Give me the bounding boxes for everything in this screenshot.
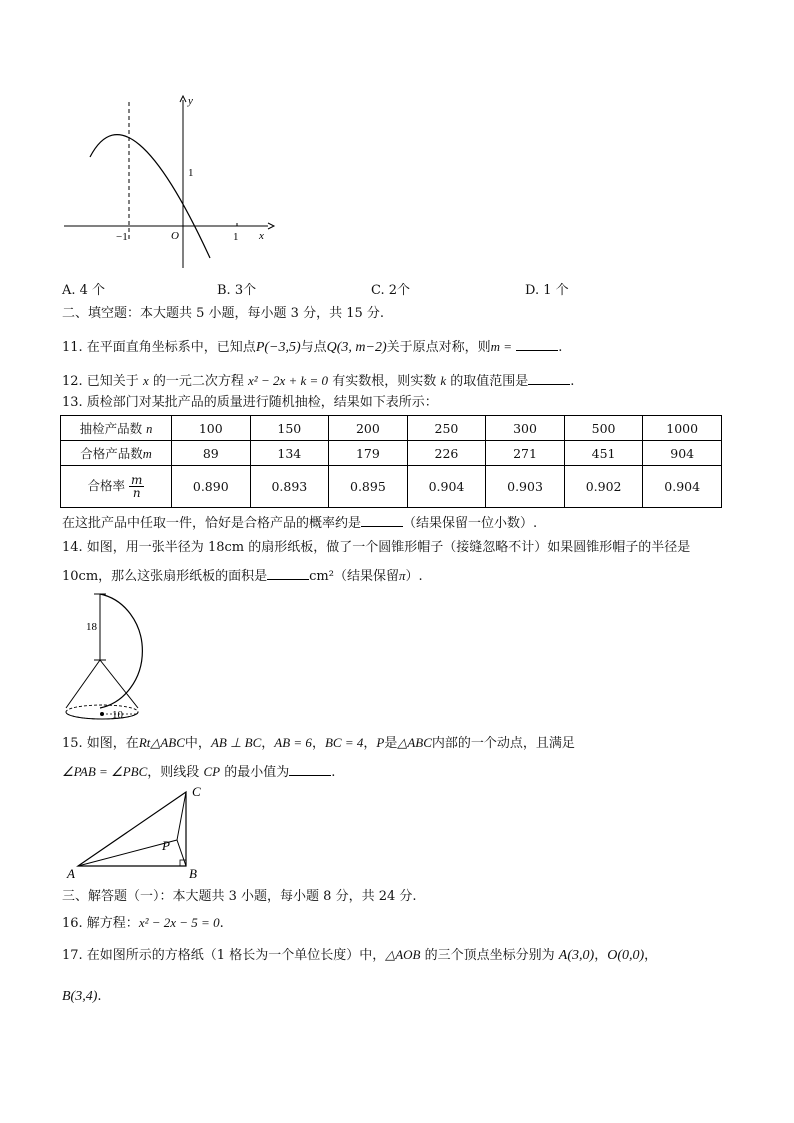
row-header-rate: 合格率 $\frac{m}{n}$ <box>61 466 172 508</box>
point-p: P(−3,5) <box>255 340 301 355</box>
cell: 904 <box>643 441 722 466</box>
cell: 89 <box>172 441 251 466</box>
tick-1-y-label: 1 <box>188 167 194 179</box>
tick-neg1-label: −1 <box>116 231 128 243</box>
q10-parabola-graph <box>60 92 280 272</box>
question-14-line2: 10cm，那么这张扇形纸板的面积是 cm²（结果保留π）. <box>62 568 423 584</box>
cell: 0.893 <box>250 466 329 508</box>
cell: 0.903 <box>486 466 565 508</box>
cell: 451 <box>564 441 643 466</box>
cell: 100 <box>172 416 251 441</box>
cell: 271 <box>486 441 565 466</box>
x-axis-arrow <box>268 223 274 229</box>
axis-x-label: x <box>259 230 264 242</box>
row-header-n: 抽检产品数 n <box>61 416 172 441</box>
section3-header: 三、解答题（一）：本大题共 3 小题，每小题 8 分，共 24 分. <box>62 889 417 904</box>
cone-right-side <box>100 660 138 708</box>
cell: 226 <box>407 441 486 466</box>
question-15-line2: ∠PAB = ∠PBC，则线段 CP 的最小值为 . <box>62 764 336 780</box>
question-16: 16. 解方程：x² − 2x − 5 = 0. <box>62 915 224 931</box>
triangle-abc <box>78 792 186 866</box>
cell: 500 <box>564 416 643 441</box>
q14-sector-cone-figure <box>60 588 200 723</box>
q15-triangle-figure <box>62 782 222 882</box>
section2-header: 二、填空题：本大题共 5 小题，每小题 3 分，共 15 分. <box>62 306 385 321</box>
label-p: P <box>162 838 170 853</box>
label-b: B <box>189 866 197 881</box>
equation: x² − 2x − 5 = 0 <box>138 915 220 930</box>
question-14-line1: 14. 如图，用一张半径为 18cm 的扇形纸板，做了一个圆锥形帽子（接缝忽略不计）如果圆锥形帽子的半径是 <box>62 540 691 555</box>
option-c: C. 2个 <box>371 283 411 298</box>
table-row <box>61 416 722 441</box>
sector-arc <box>100 594 142 708</box>
cell: 0.902 <box>564 466 643 508</box>
cone-left-side <box>66 660 100 708</box>
cell: 200 <box>329 416 408 441</box>
label-c: C <box>192 784 201 799</box>
answer-blank <box>528 371 570 385</box>
cell: 0.904 <box>643 466 722 508</box>
axis-y-label: y <box>188 95 193 107</box>
fraction-m-over-n: $\frac{m}{n}$ <box>131 473 143 500</box>
cell: 300 <box>486 416 565 441</box>
origin-label: O <box>171 230 179 242</box>
label-a: A <box>67 866 75 881</box>
inspection-table <box>60 415 722 508</box>
parabola-curve <box>90 135 210 258</box>
question-17-line2: B(3,4). <box>62 989 102 1004</box>
point-q: Q(3, m−2) <box>326 340 387 355</box>
cell: 0.890 <box>172 466 251 508</box>
option-d: D. 1 个 <box>525 283 569 298</box>
row-header-m: 合格产品数m <box>61 441 172 466</box>
cell: 150 <box>250 416 329 441</box>
label-10: 10 <box>112 709 123 721</box>
option-b: B. 3个 <box>217 283 257 298</box>
label-18: 18 <box>86 621 97 633</box>
table-row <box>61 466 722 508</box>
question-12: 12. 已知关于 x 的一元二次方程 x² − 2x + k = 0 有实数根，则实数 k 的取值范围是 . <box>62 373 575 389</box>
table-row <box>61 441 722 466</box>
segment-pb <box>177 840 186 866</box>
cell: 250 <box>407 416 486 441</box>
q10-options <box>62 279 662 297</box>
answer-blank <box>267 566 309 580</box>
segment-pc <box>177 792 186 840</box>
cell: 134 <box>250 441 329 466</box>
question-13-followup: 在这批产品中任取一件，恰好是合格产品的概率约是 （结果保留一位小数）. <box>62 513 537 533</box>
question-13-intro: 13. 质检部门对某批产品的质量进行随机抽检，结果如下表所示： <box>62 395 438 410</box>
cell: 0.895 <box>329 466 408 508</box>
cell: 0.904 <box>407 466 486 508</box>
question-17-line1: 17. 在如图所示的方格纸（1 格长为一个单位长度）中，△AOB 的三个顶点坐标分别为 A(3,0)，O(0,0)， <box>62 947 658 963</box>
question-11: 11. 在平面直角坐标系中，已知点P(−3,5)与点Q(3, m−2)关于原点对称，则m = . <box>62 339 563 355</box>
answer-blank <box>516 337 558 351</box>
answer-blank <box>289 762 331 776</box>
question-15-line1: 15. 如图，在Rt△ABC中，AB ⊥ BC，AB = 6，BC = 4，P是△ABC内部的一个动点，且满足 <box>62 735 575 751</box>
cell: 179 <box>329 441 408 466</box>
answer-blank <box>361 513 403 527</box>
tick-1-x-label: 1 <box>233 231 239 243</box>
equation: x² − 2x + k = 0 <box>248 373 329 388</box>
cell: 1000 <box>643 416 722 441</box>
option-a: A. 4 个 <box>62 283 106 298</box>
